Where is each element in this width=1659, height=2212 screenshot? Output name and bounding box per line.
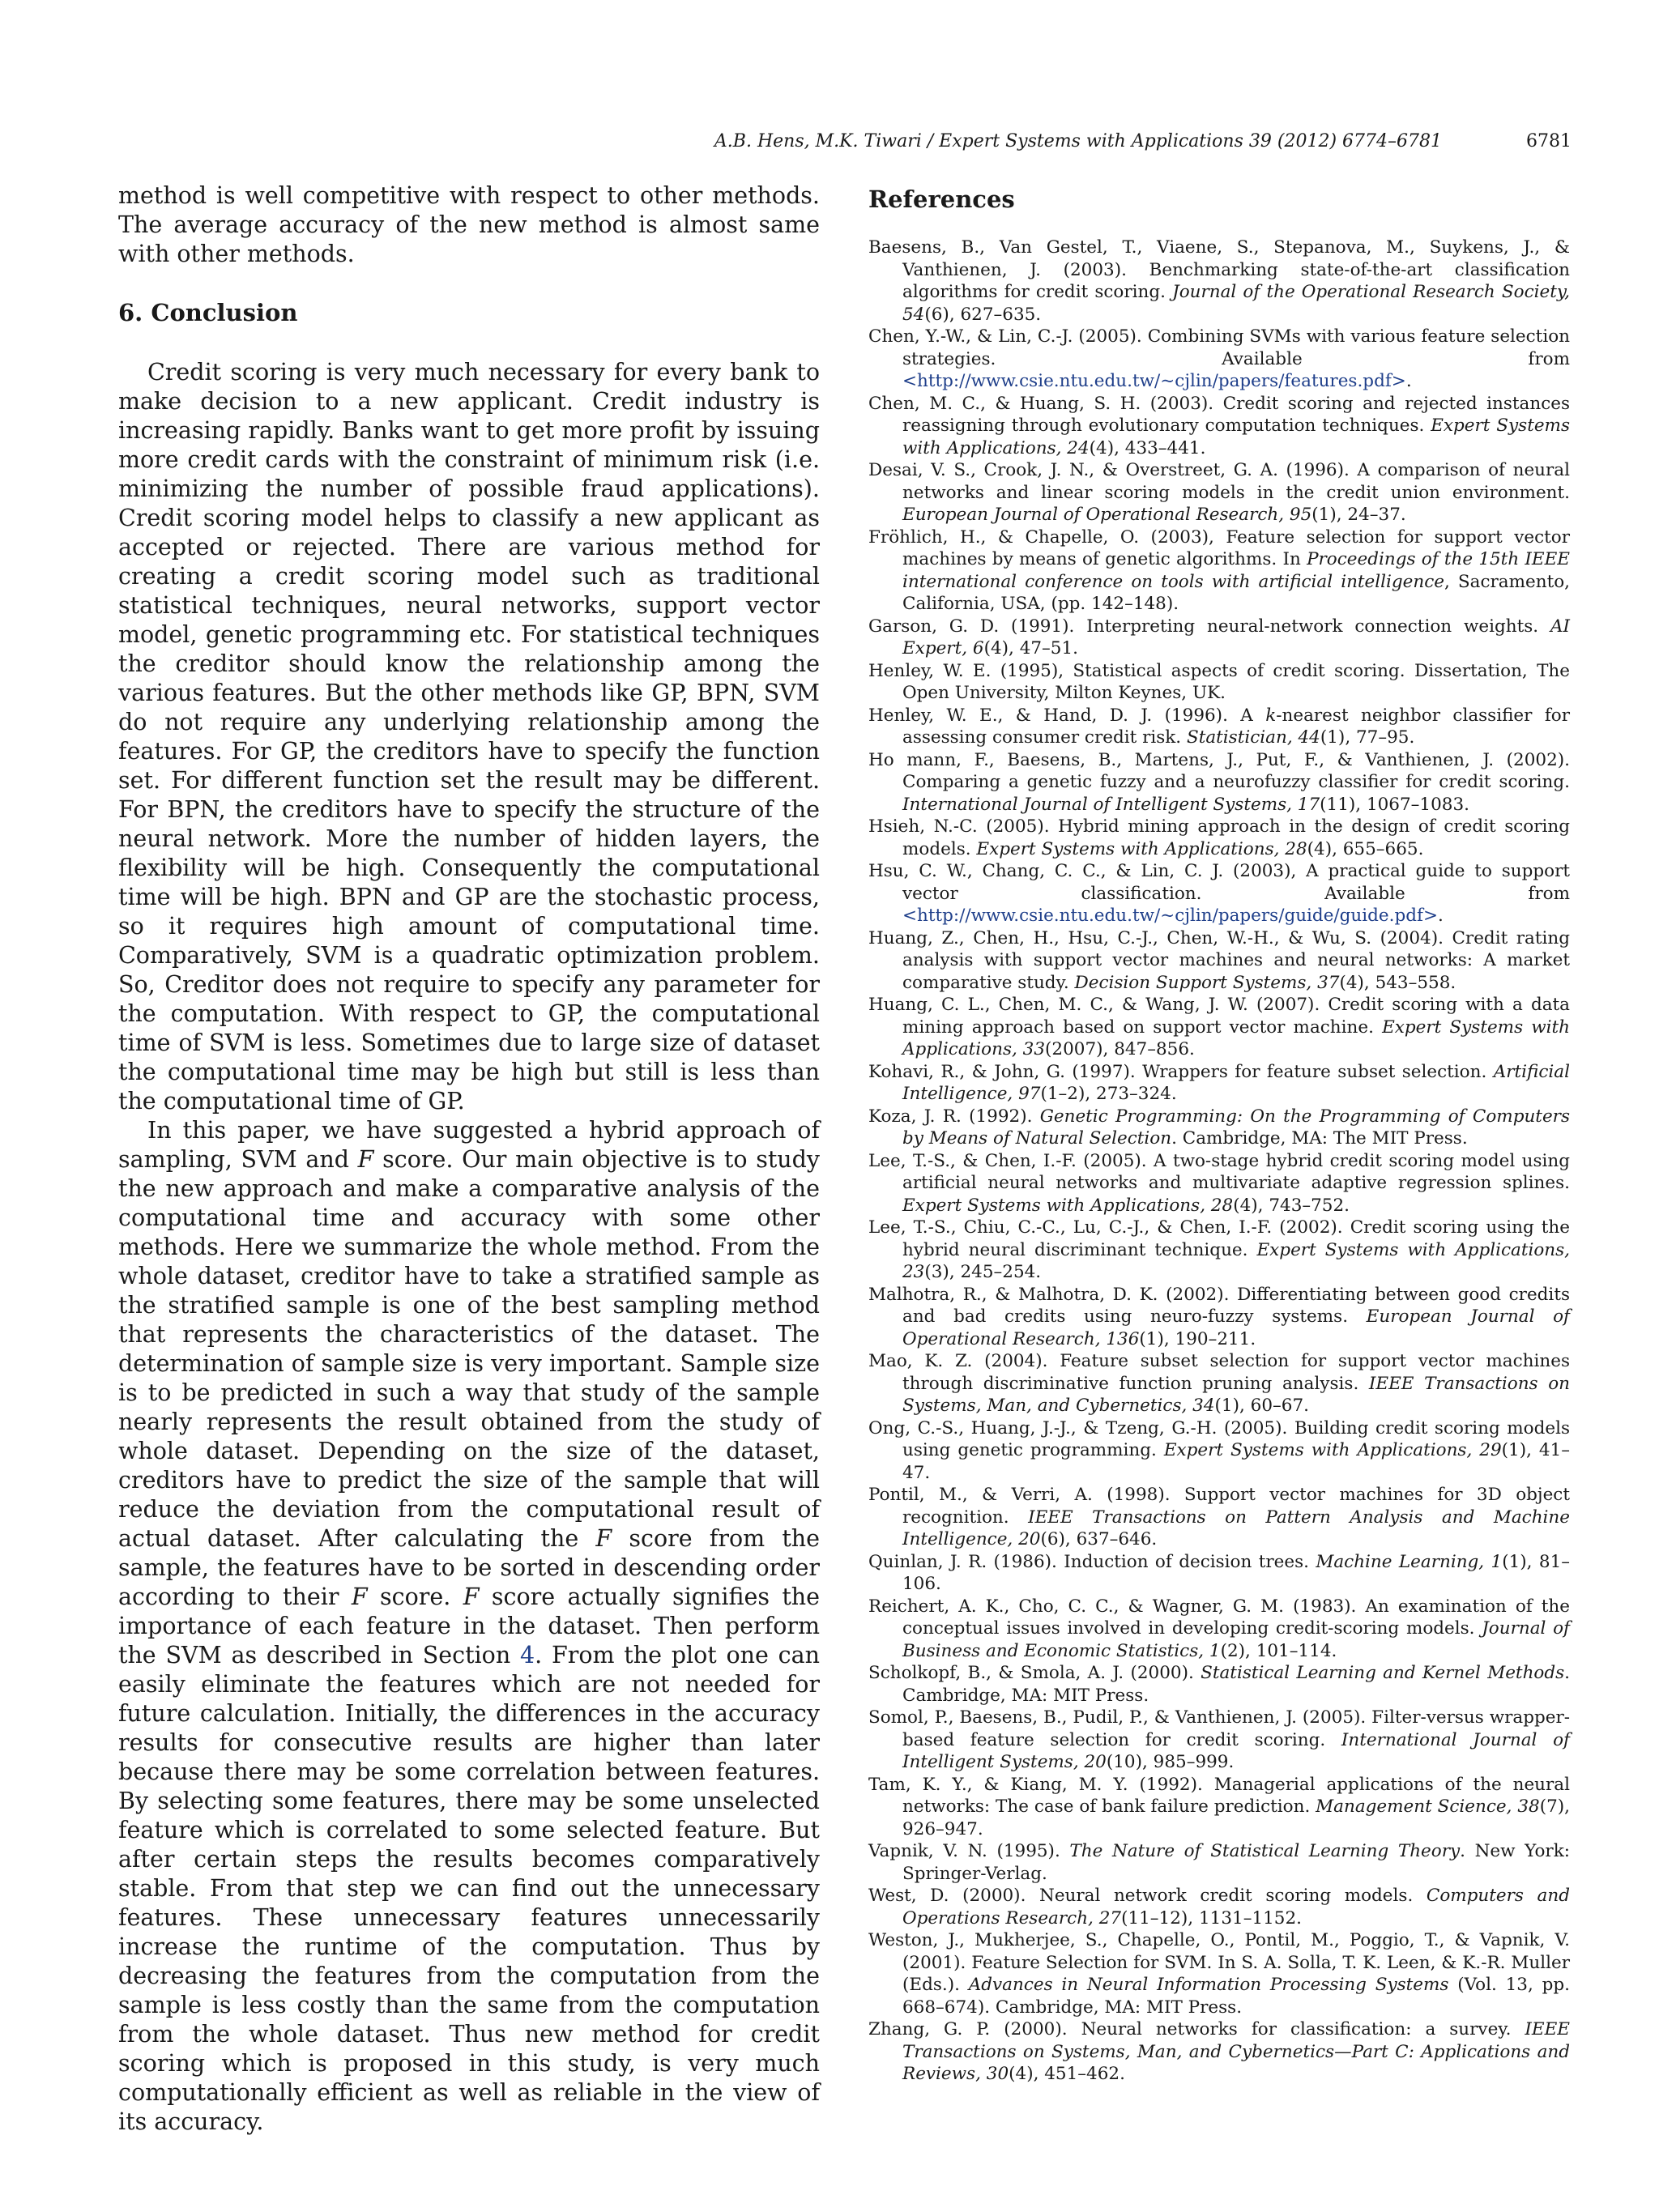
reference-item: [868, 927, 1570, 995]
f-symbol: F: [463, 1583, 480, 1610]
reference-source: IEEE Transactions on Pattern Analysis and Machine Intelligence, 20: [902, 1507, 1570, 1549]
reference-text: Pontil, M., & Verri, A. (1998). Support vector machines for 3D object recognition.: [868, 1485, 1570, 1528]
conclusion-heading: 6. Conclusion: [118, 299, 298, 326]
reference-item: [868, 1774, 1570, 1841]
reference-text: (Vol. 13, pp. 668–674). Cambridge, MA: MIT Press.: [902, 1975, 1570, 2018]
reference-text: Kohavi, R., & John, G. (1997). Wrappers for feature subset selection.: [868, 1061, 1494, 1082]
reference-text: (1–2), 273–324.: [1040, 1084, 1177, 1104]
reference-item: [868, 816, 1570, 860]
reference-source: Advances in Neural Information Processing Systems: [968, 1975, 1449, 1995]
reference-item: [868, 1284, 1570, 1351]
reference-source: Artificial Intelligence, 97: [902, 1061, 1570, 1104]
reference-text: (4), 655–665.: [1307, 838, 1424, 859]
reference-text: (1), 24–37.: [1311, 505, 1406, 525]
reference-item: [868, 237, 1570, 326]
conclusion-paragraph-2: [118, 1116, 820, 2137]
reference-text: Koza, J. R. (1992).: [868, 1106, 1040, 1127]
reference-text: Reichert, A. K., Cho, C. C., & Wagner, G. M. (1983). An examination of the conceptual issues involved in developing credit-scoring models.: [868, 1596, 1570, 1639]
reference-item: [868, 1885, 1570, 1929]
reference-source: k: [1265, 705, 1277, 726]
reference-source: Expert Systems with Applications, 23: [902, 1239, 1570, 1282]
reference-item: [868, 1662, 1570, 1707]
reference-item: [868, 660, 1570, 705]
f-symbol: F: [357, 1146, 374, 1173]
reference-text: Mao, K. Z. (2004). Feature subset selection for support vector machines through discriminative function pruning analysis.: [868, 1351, 1570, 1394]
reference-text: (7), 926–947.: [902, 1796, 1570, 1839]
reference-source: Expert Systems with Applications, 29: [1163, 1440, 1502, 1460]
reference-source: Computers and Operations Research, 27: [902, 1886, 1570, 1929]
left-column: [118, 181, 820, 2137]
reference-source: Expert Systems with Applications, 28: [976, 838, 1307, 859]
reference-item: [868, 1840, 1570, 1885]
reference-item: [868, 1106, 1570, 1150]
text-run: score from the sample, the features have to be sorted in descending order according to their: [118, 1525, 820, 1610]
reference-source: Statistical Learning and Kernel Methods: [1201, 1663, 1565, 1683]
conclusion-paragraph-1: Credit scoring is very much necessary for every bank to make decision to a new applicant. Credit industry is increasing rapidly. Banks want to get more profit by issuing more credit cards with the constraint of minimum risk (i.e. minimizing the number of possible fraud applications). Credit scoring model helps to classify a new applicant as accepted or rejected. There are various method for creating a credit scoring model such as traditional statistical techniques, neural networks, support vector model, genetic programming etc. For statistical techniques the creditor should know the relationship among the various features. But the other methods like GP, BPN, SVM do not require any underlying relationship among the features. For GP, the creditors have to specify the function set. For different function set the result may be different. For BPN, the creditors have to specify the structure of the neural network. More the number of hidden layers, the flexibility will be high. Consequently the computational time will be high. BPN and GP are the stochastic process, so it requires high amount of computational time. Comparatively, SVM is a quadratic optimization problem. So, Creditor does not require to specify any parameter for the computation. With respect to GP, the computational time of SVM is less. Sometimes due to large size of dataset the computational time may be high but still is less than the computational time of GP.: [118, 359, 820, 1115]
reference-text: Chen, M. C., & Huang, S. H. (2003). Credit scoring and rejected instances reassigning through evolutionary computation techniques.: [868, 393, 1570, 436]
reference-text: Malhotra, R., & Malhotra, D. K. (2002). Differentiating between good credits and bad credits using neuro-fuzzy systems.: [868, 1284, 1570, 1327]
reference-text: Vapnik, V. N. (1995).: [868, 1841, 1070, 1861]
reference-item: [868, 393, 1570, 460]
reference-text: Huang, Z., Chen, H., Hsu, C.-J., Chen, W.-H., & Wu, S. (2004). Credit rating analysis with support vector machines and neural networks: A market comparative study.: [868, 927, 1570, 993]
reference-text: . Cambridge, MA: MIT Press.: [902, 1663, 1570, 1706]
reference-text: (4), 47–51.: [983, 638, 1079, 658]
reference-text: Scholkopf, B., & Smola, A. J. (2000).: [868, 1663, 1201, 1683]
reference-text: Hsu, C. W., Chang, C. C., & Lin, C. J. (2003), A practical guide to support vector classification. Available from: [868, 861, 1570, 904]
reference-text: Fröhlich, H., & Chapelle, O. (2003), Feature selection for support vector machines by means of genetic algorithms. In: [868, 526, 1570, 569]
reference-source: Expert Systems with Applications, 24: [902, 416, 1570, 458]
reference-item: [868, 326, 1570, 393]
reference-item: [868, 1061, 1570, 1106]
reference-item: [868, 1596, 1570, 1663]
reference-source: IEEE Transactions on Systems, Man, and Cybernetics—Part C: Applications and Reviews, 30: [902, 2019, 1570, 2084]
reference-text: Tam, K. Y., & Kiang, M. Y. (1992). Managerial applications of the neural networks: The case of bank failure prediction.: [868, 1774, 1570, 1817]
reference-item: [868, 1929, 1570, 2018]
page-number: 6781: [1526, 131, 1572, 151]
reference-source: European Journal of Operational Research, 95: [902, 505, 1312, 525]
reference-source: Journal of Business and Economic Statistics, 1: [902, 1618, 1570, 1661]
text-run: score actually signifies the importance of each feature in the dataset. Then perform the SVM as described in Section: [118, 1583, 821, 1669]
reference-source: Management Science, 38: [1316, 1796, 1540, 1817]
reference-url-link[interactable]: <http://www.csie.ntu.edu.tw/~cjlin/papers/guide/guide.pdf>: [902, 906, 1438, 926]
reference-item: [868, 2018, 1570, 2086]
reference-item: [868, 526, 1570, 616]
reference-text: (1), 77–95.: [1320, 727, 1415, 748]
text-run: score. Our main objective is to study the new approach and make a comparative analysis of the computational time and accuracy with some other methods. Here we summarize the whole method. From the whole dataset, creditor have to take a stratified sample as the stratified sample is one of the best sampling method that represents the characteristics of the dataset. The determination of sample size is very important. Sample size is to be predicted in such a way that study of the sample nearly represents the result obtained from the study of whole dataset. Depending on the size of the dataset, creditors have to predict the size of the sample that will reduce the deviation from the computational result of actual dataset. After calculating the: [118, 1146, 820, 1552]
reference-text: (1), 81–106.: [902, 1551, 1571, 1594]
reference-text: Lee, T.-S., Chiu, C.-C., Lu, C.-J., & Chen, I.-F. (2002). Credit scoring using the hybrid neural discriminant technique.: [868, 1217, 1570, 1260]
reference-text: (3), 245–254.: [924, 1262, 1042, 1282]
reference-item: [868, 860, 1570, 927]
reference-text: . Cambridge, MA: The MIT Press.: [1171, 1128, 1468, 1149]
reference-text: Huang, C. L., Chen, M. C., & Wang, J. W. (2007). Credit scoring with a data mining approach based on support vector machine.: [868, 995, 1570, 1038]
running-title: A.B. Hens, M.K. Tiwari / Expert Systems with Applications 39 (2012) 6774–6781: [714, 131, 1442, 151]
reference-text: Weston, J., Mukherjee, S., Chapelle, O., Pontil, M., Poggio, T., & Vapnik, V. (2001). Feature Selection for SVM. In S. A. Solla, T. K. Leen, & K.-R. Muller (Eds.).: [868, 1930, 1570, 1995]
reference-item: [868, 1484, 1570, 1551]
reference-text: (11), 1067–1083.: [1320, 794, 1469, 815]
reference-source: The Nature of Statistical Learning Theory: [1069, 1841, 1461, 1861]
reference-text: (6), 637–646.: [1040, 1529, 1158, 1549]
reference-text: (6), 627–635.: [924, 304, 1042, 325]
reference-text: Garson, G. D. (1991). Interpreting neural-network connection weights.: [868, 616, 1550, 637]
reference-text: (2), 101–114.: [1220, 1640, 1337, 1661]
reference-text: Chen, Y.-W., & Lin, C.-J. (2005). Combining SVMs with various feature selection strategies. Available from: [868, 326, 1570, 369]
reference-source: AI Expert, 6: [902, 616, 1570, 658]
reference-text: (1), 41–47.: [902, 1440, 1570, 1483]
reference-text: (11–12), 1131–1152.: [1121, 1907, 1302, 1929]
reference-text: Quinlan, J. R. (1986). Induction of decision trees.: [868, 1551, 1316, 1572]
reference-item: [868, 1217, 1570, 1284]
reference-source: Journal of the Operational Research Society, 54: [902, 282, 1570, 325]
reference-source: Decision Support Systems, 37: [1074, 972, 1340, 993]
reference-item: [868, 1150, 1570, 1217]
section-4-link[interactable]: 4: [519, 1642, 535, 1669]
reference-item: [868, 1707, 1570, 1774]
reference-source: Expert Systems with Applications, 33: [902, 1016, 1570, 1059]
reference-text: Ong, C.-S., Huang, J.-J., & Tzeng, G.-H. (2005). Building credit scoring models using genetic programming.: [868, 1417, 1570, 1460]
references-heading: References: [868, 185, 1015, 213]
reference-text: (1), 60–67.: [1214, 1396, 1309, 1416]
reference-url-link[interactable]: <http://www.csie.ntu.edu.tw/~cjlin/papers/features.pdf>: [902, 371, 1406, 391]
right-column: [868, 181, 1570, 2086]
reference-text: Ho mann, F., Baesens, B., Martens, J., Put, F., & Vanthienen, J. (2002). Comparing a genetic fuzzy and a neurofuzzy classifier for credit scoring.: [868, 749, 1570, 792]
reference-source: Expert Systems with Applications, 28: [902, 1195, 1234, 1216]
reference-text: Baesens, B., Van Gestel, T., Viaene, S., Stepanova, M., Suykens, J., & Vanthienen, J. (2003). Benchmarking state-of-the-art classification algorithms for credit scoring.: [868, 237, 1570, 302]
reference-text: Henley, W. E., & Hand, D. J. (1996). A: [868, 705, 1266, 726]
reference-text: Somol, P., Baesens, B., Pudil, P., & Vanthienen, J. (2005). Filter-versus wrapper-based feature selection for credit scoring.: [868, 1707, 1570, 1750]
reference-text: (10), 985–999.: [1106, 1752, 1235, 1772]
reference-item: [868, 616, 1570, 660]
f-symbol: F: [351, 1583, 368, 1610]
reference-source: Proceedings of the 15th IEEE international conference on tools with artificial intelligence: [902, 549, 1570, 592]
reference-list: [868, 237, 1570, 2086]
reference-source: Statistician, 44: [1186, 727, 1320, 748]
reference-text: (4), 543–558.: [1339, 972, 1456, 993]
reference-item: [868, 459, 1570, 526]
reference-source: International Journal of Intelligent Systems, 20: [902, 1729, 1570, 1772]
reference-text: .: [1437, 906, 1444, 926]
reference-text: Lee, T.-S., & Chen, I.-F. (2005). A two-stage hybrid credit scoring model using artificial neural networks and multivariate adaptive regression splines.: [868, 1150, 1570, 1193]
reference-text: (4), 743–752.: [1233, 1195, 1350, 1216]
reference-item: [868, 705, 1570, 749]
reference-text: (4), 451–462.: [1009, 2064, 1125, 2084]
reference-text: -nearest neighbor classifier for assessing consumer credit risk.: [902, 705, 1570, 748]
reference-source: Genetic Programming: On the Programming of Computers by Means of Natural Selection: [902, 1106, 1570, 1149]
reference-text: Desai, V. S., Crook, J. N., & Overstreet, G. A. (1996). A comparison of neural networks and linear scoring models in the credit union environment.: [868, 460, 1570, 503]
reference-item: [868, 1417, 1570, 1485]
reference-text: (1), 190–211.: [1139, 1328, 1256, 1349]
reference-text: . New York: Springer-Verlag.: [902, 1841, 1570, 1884]
reference-text: West, D. (2000). Neural network credit scoring models.: [868, 1886, 1427, 1906]
text-run: . From the plot one can easily eliminate the features which are not needed for future calculation. Initially, the differences in the accuracy results for consecutive results are higher than later because there may be some correlation between features. By selecting some features, there may be some unselected feature which is correlated to some selected feature. But after certain steps the results becomes comparatively stable. From that step we can find out the unnecessary features. These unnecessary features unnecessarily increase the runtime of the computation. Thus by decreasing the features from the computation from the sample is less costly than the same from the computation from the whole dataset. Thus new method for credit scoring which is proposed in this study, is very much computationally efficient as well as reliable in the view of its accuracy.: [118, 1642, 820, 2135]
reference-item: [868, 1551, 1570, 1596]
intro-paragraph: method is well competitive with respect to other methods. The average accuracy of the new method is almost same with other methods.: [118, 182, 820, 267]
reference-text: , Sacramento, California, USA, (pp. 142–148).: [902, 571, 1570, 614]
reference-text: Hsieh, N.-C. (2005). Hybrid mining approach in the design of credit scoring models.: [868, 816, 1570, 859]
reference-text: .: [1405, 371, 1412, 391]
reference-text: (4), 433–441.: [1089, 437, 1206, 458]
reference-item: [868, 1350, 1570, 1417]
reference-item: [868, 749, 1570, 816]
running-header: [118, 130, 1572, 154]
reference-item: [868, 994, 1570, 1061]
f-symbol: F: [595, 1525, 612, 1552]
reference-source: IEEE Transactions on Systems, Man, and Cybernetics, 34: [902, 1373, 1570, 1416]
reference-text: Zhang, G. P. (2000). Neural networks for classification: a survey.: [868, 2019, 1525, 2039]
reference-text: (2007), 847–856.: [1045, 1039, 1195, 1059]
text-run: In this paper, we have suggested a hybrid approach of sampling, SVM and: [118, 1117, 820, 1173]
reference-source: International Journal of Intelligent Systems, 17: [902, 794, 1320, 815]
reference-source: Machine Learning, 1: [1316, 1551, 1503, 1572]
reference-source: European Journal of Operational Research, 136: [902, 1306, 1570, 1349]
reference-text: Henley, W. E. (1995), Statistical aspects of credit scoring. Dissertation, The Open University, Milton Keynes, UK.: [868, 660, 1570, 703]
text-run: score.: [367, 1583, 463, 1610]
